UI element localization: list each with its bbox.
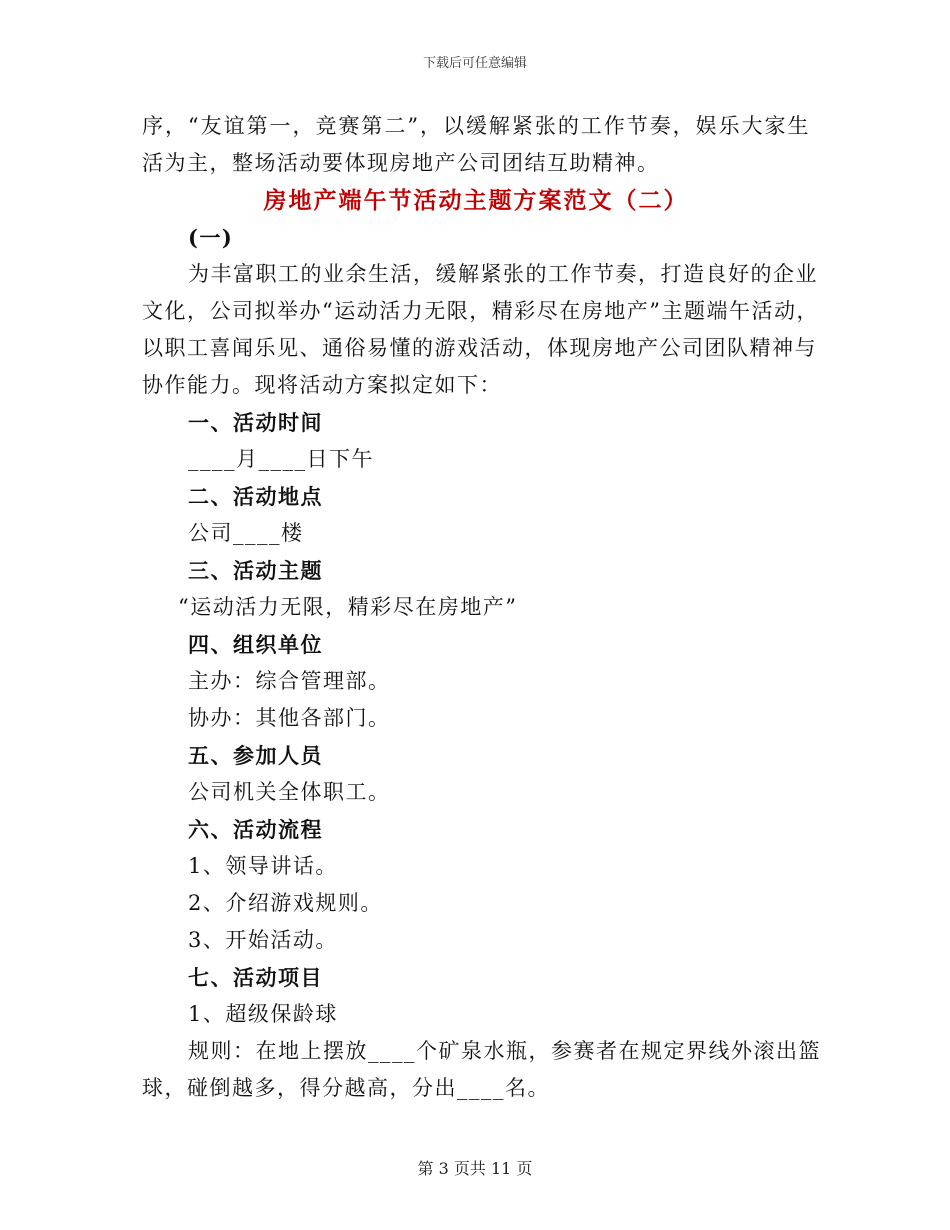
flow-step-2: 2、介绍游戏规则。 bbox=[188, 891, 383, 915]
flow-step-1: 1、领导讲话。 bbox=[188, 854, 338, 878]
intro-line-2: 活为主，整场活动要体现房地产公司团结互助精神。 bbox=[142, 151, 660, 175]
organizer-assist: 协办：其他各部门。 bbox=[188, 706, 391, 730]
heading-organizer: 四、组织单位 bbox=[188, 632, 323, 657]
main-line-1: 为丰富职工的业余生活，缓解紧张的工作节奏，打造良好的企业 bbox=[188, 262, 818, 286]
item-1-title: 1、超级保龄球 bbox=[188, 1002, 338, 1026]
heading-participants: 五、参加人员 bbox=[188, 743, 323, 768]
heading-place: 二、活动地点 bbox=[188, 484, 323, 509]
page-header: 下载后可任意编辑 bbox=[422, 56, 527, 71]
theme-value: “运动活力无限，精彩尽在房地产” bbox=[178, 595, 518, 619]
main-line-3: 以职工喜闻乐见、通俗易懂的游戏活动，体现房地产公司团队精神与 bbox=[142, 336, 817, 360]
organizer-host: 主办：综合管理部。 bbox=[188, 669, 391, 693]
heading-flow: 六、活动流程 bbox=[188, 817, 323, 842]
page-footer: 第 3 页共 11 页 bbox=[417, 1159, 533, 1178]
heading-theme: 三、活动主题 bbox=[188, 558, 323, 583]
main-line-4: 协作能力。现将活动方案拟定如下： bbox=[142, 373, 502, 397]
time-value: ____月____日下午 bbox=[188, 447, 374, 471]
subsection-label: (一) bbox=[188, 225, 234, 250]
document-title: 房地产端午节活动主题方案范文（二） bbox=[263, 187, 689, 214]
heading-time: 一、活动时间 bbox=[188, 410, 323, 435]
place-value: 公司____楼 bbox=[188, 521, 304, 545]
heading-items: 七、活动项目 bbox=[188, 965, 323, 990]
participants-value: 公司机关全体职工。 bbox=[188, 780, 391, 804]
item-1-rule-line-2: 球，碰倒越多，得分越高，分出____名。 bbox=[142, 1076, 550, 1100]
intro-line-1: 序，“友谊第一，竞赛第二”，以缓解紧张的工作节奏，娱乐大家生 bbox=[142, 114, 810, 138]
item-1-rule-line-1: 规则：在地上摆放____个矿泉水瓶，参赛者在规定界线外滚出篮 bbox=[188, 1039, 821, 1063]
main-line-2: 文化，公司拟举办“运动活力无限，精彩尽在房地产”主题端午活动， bbox=[142, 299, 819, 323]
document-body bbox=[142, 108, 821, 1107]
flow-step-3: 3、开始活动。 bbox=[188, 928, 338, 952]
